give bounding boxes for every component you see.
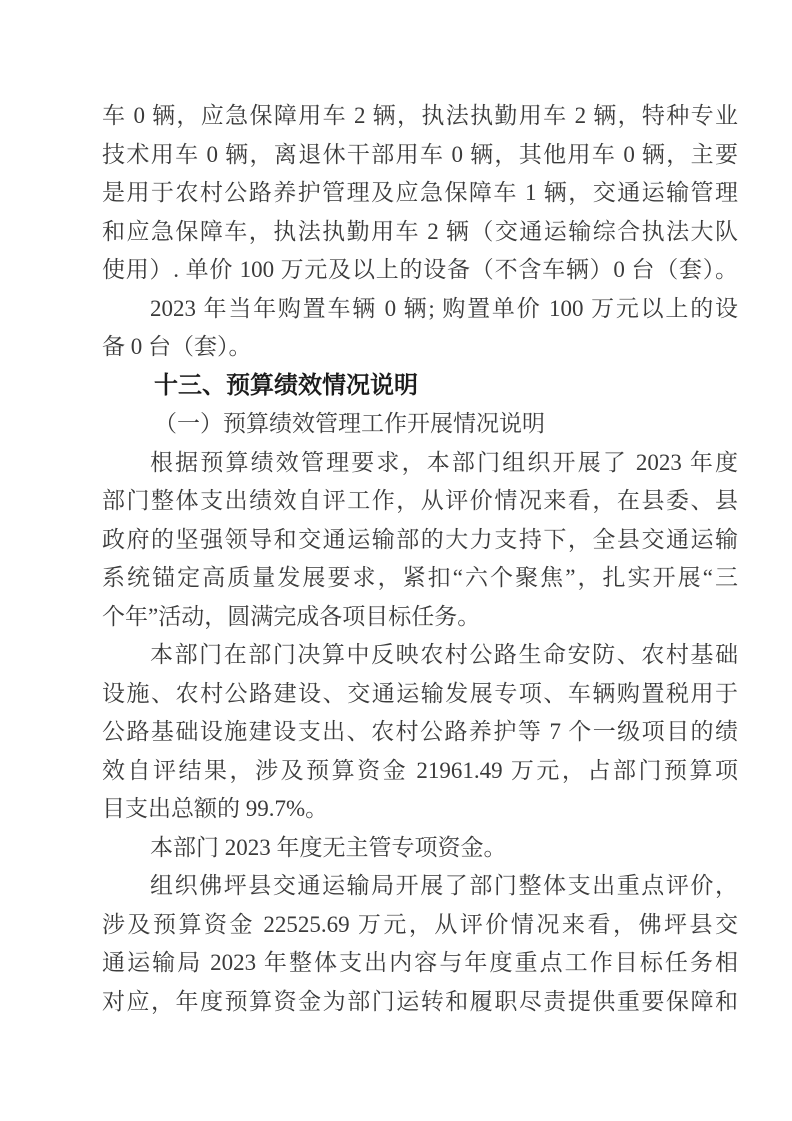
text-line: 本部门 2023 年度无主管专项资金。 (150, 834, 507, 860)
text-line: 使用）. 单价 100 万元及以上的设备（不含车辆）0 台（套）。 (102, 257, 738, 282)
subsection-heading: （一）预算绩效管理工作开展情况说明 (154, 411, 545, 436)
text-line: 个年”活动，圆满完成各项目标任务。 (102, 603, 481, 629)
text-line: 通运输局 2023 年整体支出内容与年度重点工作目标任务相 (102, 950, 738, 975)
text-line: 公路基础设施建设支出、农村公路养护等 7 个一级项目的绩 (102, 719, 738, 744)
text-line: 组织佛坪县交通运输局开展了部门整体支出重点评价， (150, 873, 738, 898)
text-line: 目支出总额的 99.7%。 (102, 796, 329, 821)
text-line: 本部门在部门决算中反映农村公路生命安防、农村基础 (150, 642, 738, 667)
text-line: 车 0 辆，应急保障用车 2 辆，执法执勤用车 2 辆，特种专业 (102, 103, 738, 128)
text-line: 根据预算绩效管理要求，本部门组织开展了 2023 年度 (150, 449, 738, 475)
text-line: 部门整体支出绩效自评工作，从评价情况来看，在县委、县 (102, 488, 738, 513)
text-block (102, 97, 738, 1021)
section-heading: 十三、预算绩效情况说明 (154, 371, 418, 399)
text-line: 是用于农村公路养护管理及应急保障车 1 辆，交通运输管理 (102, 180, 738, 205)
text-line: 技术用车 0 辆，离退休干部用车 0 辆，其他用车 0 辆，主要 (102, 141, 738, 167)
text-line: 2023 年当年购置车辆 0 辆; 购置单价 100 万元以上的设 (150, 295, 738, 321)
text-line: 备 0 台（套）。 (102, 334, 252, 359)
text-line: 对应，年度预算资金为部门运转和履职尽责提供重要保障和 (102, 988, 738, 1014)
text-line: 设施、农村公路建设、交通运输发展专项、车辆购置税用于 (102, 680, 738, 706)
text-line: 效自评结果，涉及预算资金 21961.49 万元，占部门预算项 (102, 757, 738, 783)
text-line: 涉及预算资金 22525.69 万元，从评价情况来看，佛坪县交 (102, 911, 738, 937)
text-line: 系统锚定高质量发展要求，紧扣“六个聚焦”，扎实开展“三 (102, 565, 738, 590)
text-line: 政府的坚强领导和交通运输部的大力支持下，全县交通运输 (102, 526, 738, 552)
text-line: 和应急保障车，执法执勤用车 2 辆（交通运输综合执法大队 (102, 218, 738, 244)
